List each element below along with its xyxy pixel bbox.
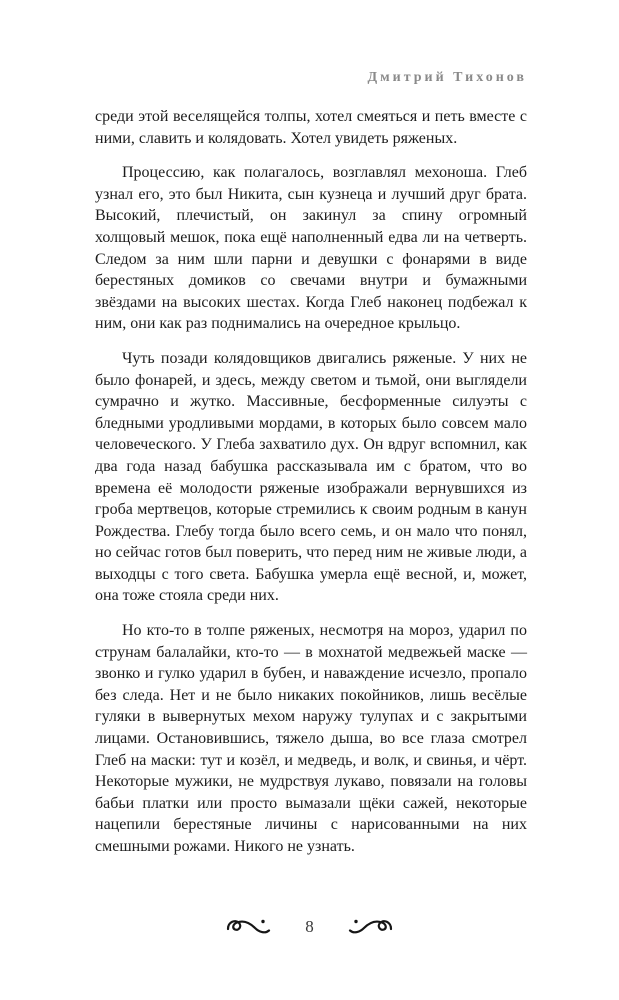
flourish-right-icon: [348, 914, 394, 940]
flourish-left-icon: [225, 914, 271, 940]
paragraph: Процессию, как полагалось, возглавлял мехоноша. Глеб узнал его, это был Никита, сын кузнеца и лучший друг брата. Высокий, плечистый, он закинул за спину огромный холщовый мешок, пока ещё наполненный едва ли на четверть. Следом за ним шли парни и девушки с фонарями в виде берестяных домиков со свечами внутри и бумажными звёздами на высоких шестах. Когда Глеб наконец подбежал к ним, они как раз поднимались на очередное крыльцо.: [95, 164, 527, 333]
paragraph: Но кто-то в толпе ряженых, несмотря на мороз, ударил по струнам балалайки, кто-то — в мохнатой медвежьей маске — звонко и гулко ударил в бубен, и наваждение исчезло, пропало без следа. Нет и не было никаких покойников, лишь весёлые гуляки в вывернутых мехом наружу тулупах и с закрытыми лицами. Остановившись, тяжело дыша, во все глаза смотрел Глеб на маски: тут и козёл, и медведь, и волк, и свинья, и чёрт. Некоторые мужики, не мудрствуя лукаво, повязали на головы бабьи платки или просто вымазали щёки сажей, некоторые нацепили берестяные личины с нарисованными на них смешными рожами. Никого не узнать.: [95, 622, 527, 855]
page-header: [95, 70, 527, 86]
paragraph: среди этой веселящейся толпы, хотел смеяться и петь вместе с ними, славить и колядовать. Хотел увидеть ряженых.: [95, 108, 527, 147]
page-body: [95, 106, 527, 871]
author-name: Дмитрий Тихонов: [367, 70, 527, 85]
paragraph: Чуть позади колядовщиков двигались ряженые. У них не было фонарей, и здесь, между светом и тьмой, они выглядели сумрачно и жутко. Массивные, бесформенные силуэты с бледными уродливыми мордами, в которых было совсем мало человеческого. У Глеба захватило дух. Он вдруг вспомнил, как два года назад бабушка рассказывала им с братом, что во времена её молодости ряженые изображали вернувшихся из гроба мертвецов, которые стремились к своим родным в канун Рождества. Глебу тогда было всего семь, и он мало что понял, но сейчас готов был поверить, что перед ним не живые люди, а выходцы с того света. Бабушка умерла ещё весной, и, может, она тоже стояла среди них.: [95, 349, 527, 605]
page-footer: [0, 914, 619, 940]
page-number: 8: [305, 917, 314, 936]
